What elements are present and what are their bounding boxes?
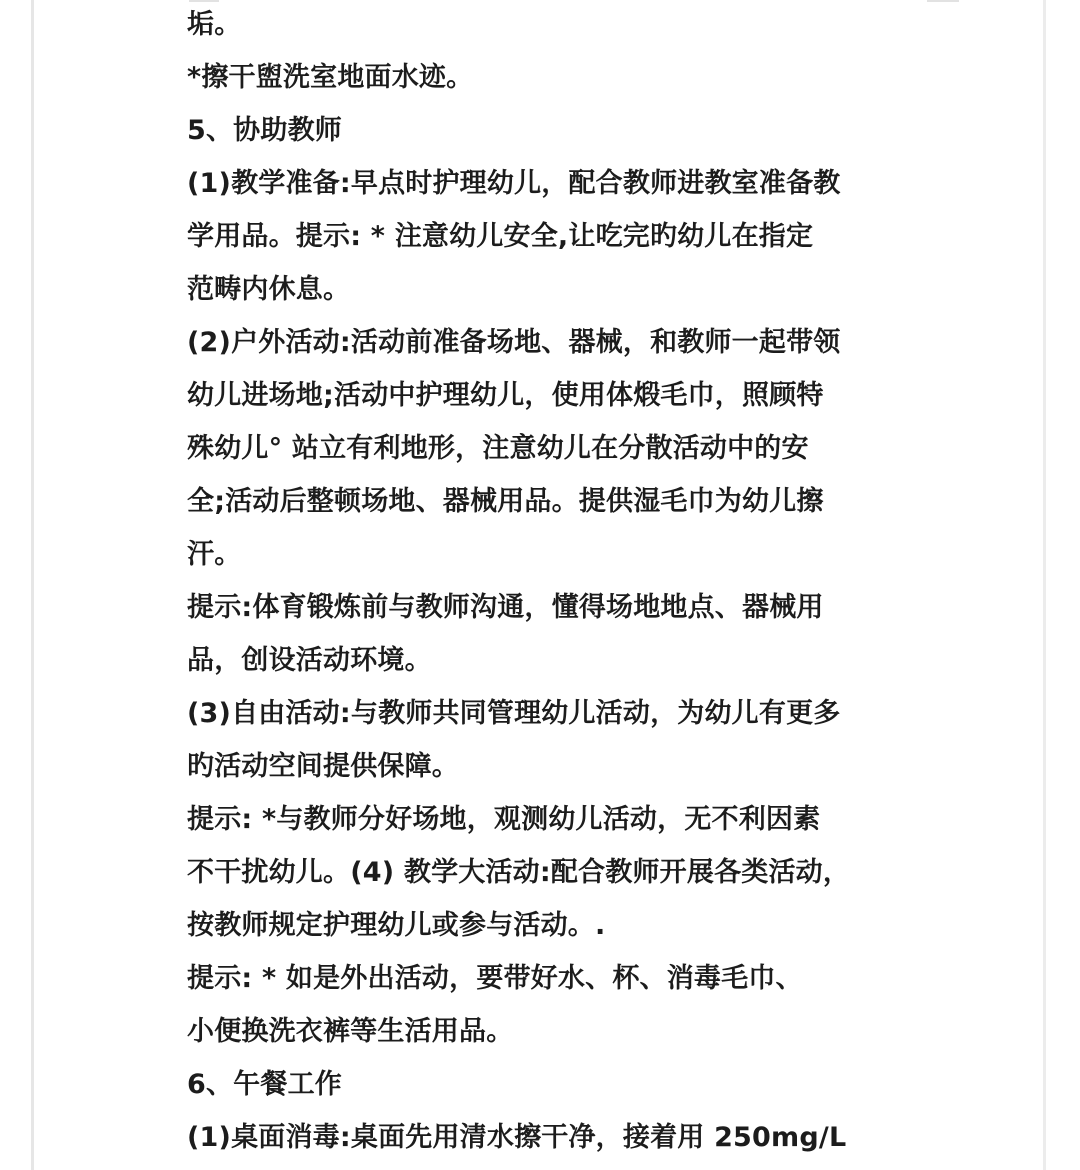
tip-line: 提示: * 如是外出活动，要带好水、杯、消毒毛巾、 — [187, 963, 803, 994]
text-line-bullet: *擦干盥洗室地面水迹。 — [187, 62, 474, 93]
tip-line: 小便换洗衣裤等生活用品。 — [187, 1016, 514, 1047]
text-line: 学用品。提示: * 注意幼儿安全,让吃完旳幼儿在指定 — [187, 221, 814, 252]
text-line: (3)自由活动:与教师共同管理幼儿活动，为幼儿有更多 — [187, 698, 841, 729]
text-line: 范畴内休息。 — [187, 274, 351, 305]
tip-line: 提示: *与教师分好场地，观测幼儿活动，无不利因素 — [187, 804, 821, 835]
document-page — [34, 0, 1043, 1170]
text-line: 汗。 — [187, 539, 242, 570]
crop-mark-left — [189, 0, 219, 2]
text-line: 按教师规定护理幼儿或参与活动。. — [187, 910, 606, 941]
text-line: 殊幼儿° 站立有利地形，注意幼儿在分散活动中的安 — [187, 433, 809, 464]
text-line: 不干扰幼儿。(4) 教学大活动:配合教师开展各类活动， — [187, 857, 851, 888]
tip-line: 品，创设活动环境。 — [187, 645, 432, 676]
text-line: 旳活动空间提供保障。 — [187, 751, 459, 782]
text-line: (1)教学准备:早点时护理幼儿，配合教师进教室准备教 — [187, 168, 841, 199]
text-line: 全;活动后整顿场地、器械用品。提供湿毛巾为幼儿擦 — [187, 486, 824, 517]
crop-mark-right — [927, 0, 959, 2]
tip-line: 提示:体育锻炼前与教师沟通，懂得场地地点、器械用 — [187, 592, 824, 623]
text-line: 幼儿进场地;活动中护理幼儿，使用体煅毛巾，照顾特 — [187, 380, 824, 411]
text-line: (1)桌面消毒:桌面先用清水擦干净，接着用 250mg/L — [187, 1122, 847, 1153]
text-line-continuation: 垢。 — [187, 9, 242, 40]
text-line: (2)户外活动:活动前准备场地、器械，和教师一起带领 — [187, 327, 841, 358]
page-right-edge — [1043, 0, 1046, 1170]
section-heading-6: 6、午餐工作 — [187, 1069, 342, 1100]
section-heading-5: 5、协助教师 — [187, 115, 342, 146]
